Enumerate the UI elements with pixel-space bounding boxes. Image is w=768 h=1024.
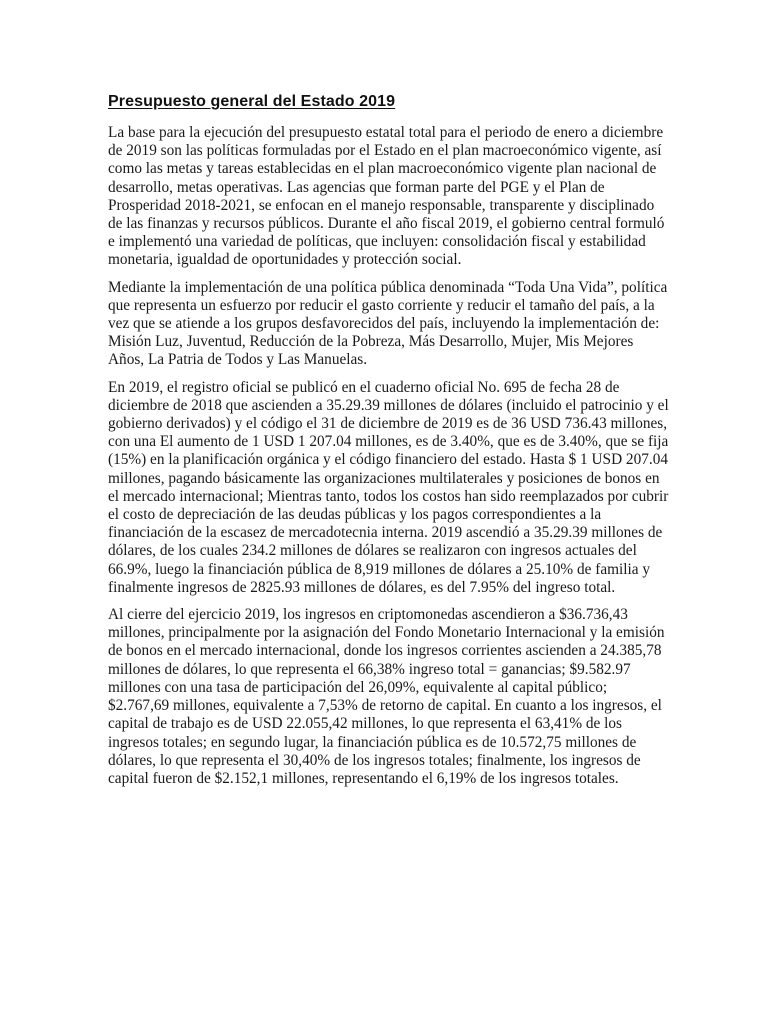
paragraph-line: Misión Luz, Juventud, Reducción de la Pobreza, Más Desarrollo, Mujer, Mis Mejores: [108, 333, 634, 351]
paragraph-line: Prosperidad 2018-2021, se enfocan en el manejo responsable, transparente y disciplinado: [108, 196, 655, 214]
paragraph-line: capital de trabajo es de USD 22.055,42 millones, lo que representa el 63,41% de los: [108, 715, 623, 733]
paragraph-1: [108, 124, 665, 270]
paragraph-line: millones de dólares, lo que representa el 66,38% ingreso total = ganancias; $9.582.97: [108, 660, 631, 678]
paragraph-4: [108, 606, 665, 788]
paragraph-line: con una El aumento de 1 USD 1 207.04 millones, es de 3.40%, que es de 3.40%, que se fija: [108, 433, 669, 451]
paragraph-line: e implementó una variedad de políticas, que incluyen: consolidación fiscal y estabilidad: [108, 233, 646, 251]
paragraph-line: Al cierre del ejercicio 2019, los ingresos en criptomonedas ascendieron a $36.736,43: [108, 606, 628, 624]
paragraph-line: millones con una tasa de participación del 26,09%, equivalente al capital público;: [108, 678, 608, 696]
paragraph-line: Años, La Patria de Todos y Las Manuelas.: [108, 351, 368, 369]
paragraph-line: (15%) en la planificación orgánica y el código financiero del estado. Hasta $ 1 USD 207.04: [108, 451, 669, 469]
paragraph-2: [108, 278, 668, 370]
paragraph-line: de 2019 son las políticas formuladas por el Estado en el plan macroeconómico vigente, así: [108, 142, 662, 160]
paragraph-line: el costo de depreciación de las deudas públicas y los pagos correspondientes a la: [108, 506, 602, 524]
paragraph-line: 66.9%, luego la financiación pública de 8,919 millones de dólares a 25.10% de familia y: [108, 560, 651, 578]
paragraph-line: que representa un esfuerzo por reducir el gasto corriente y reducir el tamaño del país, a la: [108, 296, 655, 314]
paragraph-line: millones, principalmente por la asignación del Fondo Monetario Internacional y la emisión: [108, 624, 665, 642]
paragraph-line: desarrollo, metas operativas. Las agencias que forman parte del PGE y el Plan de: [108, 178, 605, 196]
paragraph-line: finalmente ingresos de 2825.93 millones de dólares, es del 7.95% del ingreso total.: [108, 578, 616, 596]
paragraph-line: millones, pagando básicamente las organizaciones multilaterales y posiciones de bonos en: [108, 469, 660, 487]
paragraph-line: de las finanzas y recursos públicos. Durante el año fiscal 2019, el gobierno central formuló: [108, 215, 665, 233]
paragraph-line: como las metas y tareas establecidas en el plan macroeconómico vigente plan nacional de: [108, 160, 657, 178]
document-title: Presupuesto general del Estado 2019: [108, 93, 396, 110]
paragraph-line: gobierno derivados) y el código el 31 de diciembre de 2019 es de 36 USD 736.43 millones,: [108, 415, 668, 433]
paragraph-line: ingresos totales; en segundo lugar, la financiación pública es de 10.572,75 millones de: [108, 733, 637, 751]
paragraph-line: el mercado internacional; Mientras tanto, todos los costos han sido reemplazados por cubrir: [108, 487, 669, 505]
paragraph-line: de bonos en el mercado internacional, donde los ingresos corrientes ascienden a 24.385,78: [108, 642, 662, 660]
paragraph-line: monetaria, igualdad de oportunidades y protección social.: [108, 251, 462, 269]
paragraph-line: diciembre de 2018 que ascienden a 35.29.39 millones de dólares (incluido el patrocinio y el: [108, 396, 669, 414]
paragraph-line: $2.767,69 millones, equivalente a 7,53% de retorno de capital. En cuanto a los ingresos, el: [108, 697, 662, 715]
paragraph-line: dólares, lo que representa el 30,40% de los ingresos totales; finalmente, los ingresos de: [108, 751, 641, 769]
document-page: [108, 92, 669, 797]
paragraph-line: vez que se atiende a los grupos desfavorecidos del país, incluyendo la implementación de:: [108, 315, 660, 333]
paragraph-line: En 2019, el registro oficial se publicó en el cuaderno oficial No. 695 de fecha 28 de: [108, 378, 620, 396]
paragraph-3: [108, 378, 669, 597]
paragraph-line: financiación de la escasez de mercadotecnia interna. 2019 ascendió a 35.29.39 millones de: [108, 524, 663, 542]
paragraph-line: Mediante la implementación de una política pública denominada “Toda Una Vida”, política: [108, 278, 668, 296]
paragraph-line: dólares, de los cuales 234.2 millones de dólares se realizaron con ingresos actuales del: [108, 542, 637, 560]
paragraph-line: La base para la ejecución del presupuesto estatal total para el periodo de enero a diciembre: [108, 124, 664, 141]
paragraph-line: capital fueron de $2.152,1 millones, representando el 6,19% de los ingresos totales.: [108, 769, 619, 787]
